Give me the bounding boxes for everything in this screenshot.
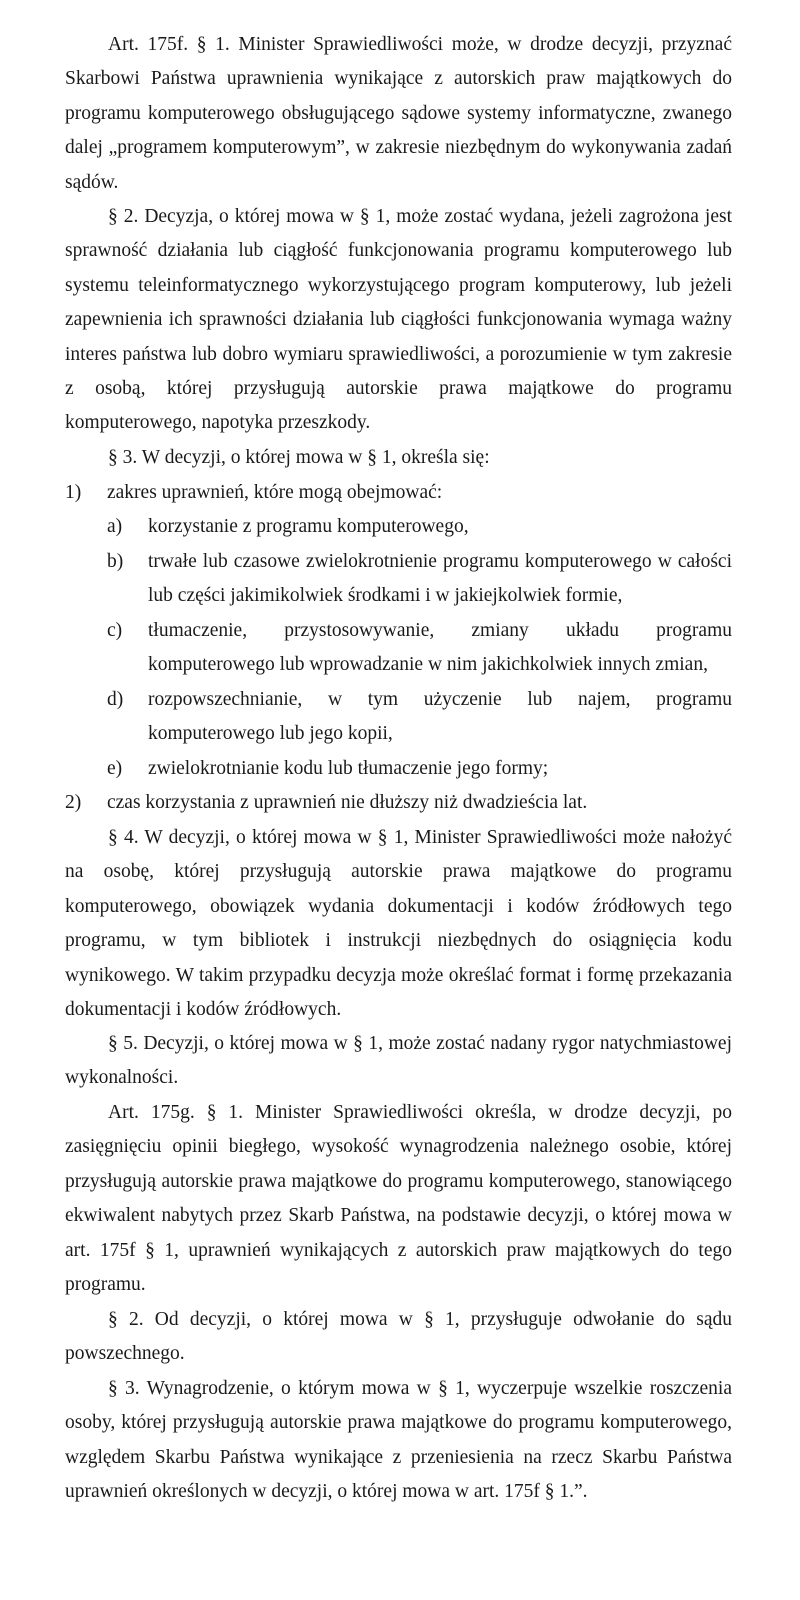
- art-175f-par-4: § 4. W decyzji, o której mowa w § 1, Minister Sprawiedliwości może nałożyć na osobę, której przysługują autorskie prawa majątkowe do programu komputerowego, obowiązek wydania dokumentacji i kodów źródłowych tego programu, w tym bibliotek i instrukcji niezbędnych do osiągnięcia kodu wynikowego. W takim przypadku decyzja może określać format i formę przekazania dokumentacji i kodów źródłowych.: [65, 827, 732, 1021]
- sub-item-letter: e): [107, 758, 123, 779]
- sub-item-text: trwałe lub czasowe zwielokrotnienie programu komputerowego w całości lub części jakimikolwiek środkami i w jakiejkolwiek formie,: [148, 551, 732, 607]
- sub-item-letter: a): [107, 516, 123, 537]
- list-item-number: 1): [65, 482, 82, 503]
- sub-item-d: [0, 683, 800, 752]
- sub-item-c: [0, 614, 800, 683]
- art-175g-par-1: Art. 175g. § 1. Minister Sprawiedliwości określa, w drodze decyzji, po zasięgnięciu opinii biegłego, wysokość wynagrodzenia należnego osobie, której przysługują autorskie prawa majątkowe do programu komputerowego, stanowiącego ekwiwalent nabytych przez Skarb Państwa, na podstawie decyzji, o której mowa w art. 175f § 1, uprawnień wynikających z autorskich praw majątkowych do tego programu.: [65, 1102, 732, 1296]
- sub-item-e: [0, 752, 800, 786]
- list-item-1: [0, 476, 800, 510]
- sub-item-b: [0, 545, 800, 614]
- art-175f-par-3: § 3. W decyzji, o której mowa w § 1, określa się:: [108, 447, 490, 468]
- list-item-2: [0, 786, 800, 820]
- list-item-number: 2): [65, 792, 82, 813]
- art-175g-par-2: § 2. Od decyzji, o której mowa w § 1, przysługuje odwołanie do sądu powszechnego.: [65, 1309, 732, 1365]
- art-175f-par-5: § 5. Decyzji, o której mowa w § 1, może zostać nadany rygor natychmiastowej wykonalności.: [65, 1033, 732, 1089]
- art-175g-par-3: § 3. Wynagrodzenie, o którym mowa w § 1, wyczerpuje wszelkie roszczenia osoby, której przysługują autorskie prawa majątkowe do programu komputerowego, względem Skarbu Państwa wynikające z przeniesienia na rzecz Skarbu Państwa uprawnień określonych w decyzji, o której mowa w art. 175f § 1.”.: [65, 1378, 732, 1503]
- list-item-text: czas korzystania z uprawnień nie dłuższy niż dwadzieścia lat.: [107, 792, 588, 813]
- sub-item-text: rozpowszechnianie, w tym użyczenie lub najem, programu komputerowego lub jego kopii,: [148, 689, 732, 745]
- list-item-text: zakres uprawnień, które mogą obejmować:: [107, 482, 443, 503]
- sub-item-text: tłumaczenie, przystosowywanie, zmiany układu programu komputerowego lub wprowadzanie w nim jakichkolwiek innych zmian,: [148, 620, 732, 676]
- sub-item-text: korzystanie z programu komputerowego,: [148, 516, 469, 537]
- sub-item-letter: b): [107, 551, 124, 572]
- sub-item-text: zwielokrotnianie kodu lub tłumaczenie jego formy;: [148, 758, 549, 779]
- sub-item-a: [0, 510, 800, 544]
- art-175f-par-1: Art. 175f. § 1. Minister Sprawiedliwości może, w drodze decyzji, przyznać Skarbowi Państwa uprawnienia wynikające z autorskich praw majątkowych do programu komputerowego obsługującego sądowe systemy informatyczne, zwanego dalej „programem komputerowym”, w zakresie niezbędnym do wykonywania zadań sądów.: [65, 34, 732, 193]
- art-175f-par-2: § 2. Decyzja, o której mowa w § 1, może zostać wydana, jeżeli zagrożona jest sprawność działania lub ciągłość funkcjonowania programu komputerowego lub systemu teleinformatycznego wykorzystującego program komputerowy, lub jeżeli zapewnienia ich sprawności działania lub ciągłości funkcjonowania wymaga ważny interes państwa lub dobro wymiaru sprawiedliwości, a porozumienie w tym zakresie z osobą, której przysługują autorskie prawa majątkowe do programu komputerowego, napotyka przeszkody.: [65, 206, 732, 434]
- sub-item-letter: c): [107, 620, 123, 641]
- sub-item-letter: d): [107, 689, 124, 710]
